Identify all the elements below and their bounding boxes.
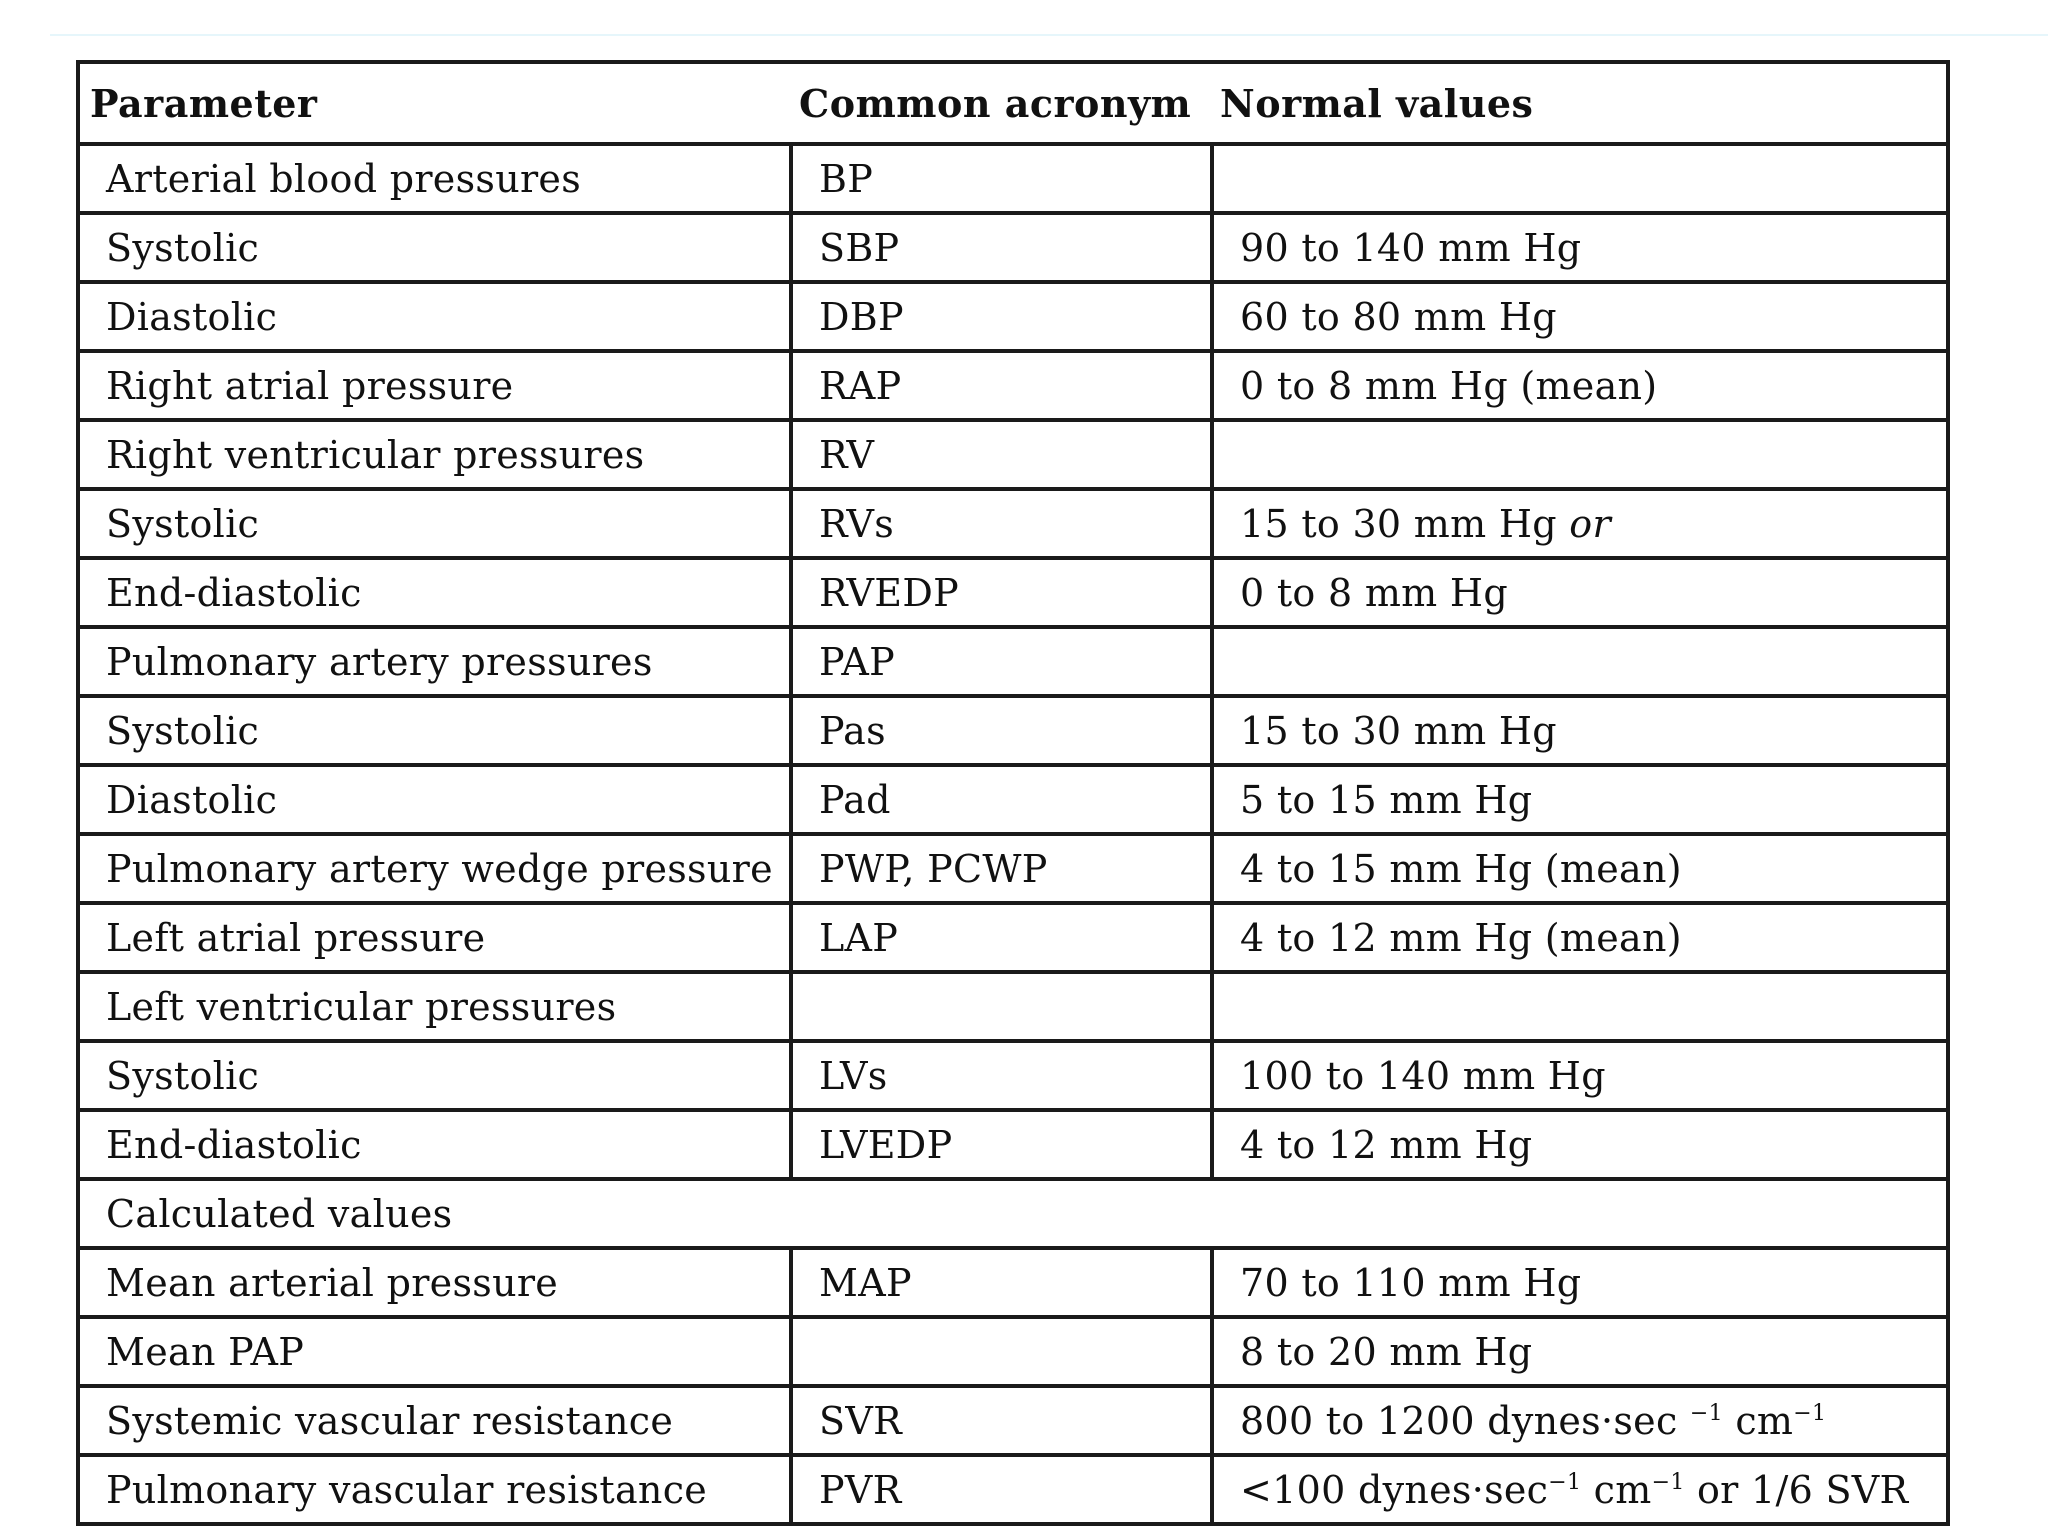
header-row	[78, 62, 1948, 144]
value-cell: 5 to 15 mm Hg	[1212, 765, 1948, 834]
table-row	[78, 213, 1948, 282]
value-cell: 70 to 110 mm Hg	[1212, 1248, 1948, 1317]
value-cell	[1212, 972, 1948, 1041]
table-row	[78, 144, 1948, 213]
acronym-cell: RVEDP	[791, 558, 1212, 627]
acronym-cell: PVR	[791, 1455, 1212, 1524]
section-heading-calculated-values: Calculated values	[78, 1179, 1948, 1248]
value-cell	[1212, 420, 1948, 489]
value-cell: 60 to 80 mm Hg	[1212, 282, 1948, 351]
parameter-cell: Left atrial pressure	[78, 903, 791, 972]
value-text: or 1/6 SVR	[1684, 1467, 1909, 1512]
parameter-cell: Systolic	[78, 489, 791, 558]
acronym-cell: RVs	[791, 489, 1212, 558]
value-cell: 90 to 140 mm Hg	[1212, 213, 1948, 282]
value-text: <100 dynes·sec	[1240, 1467, 1549, 1512]
header-normal-values: Normal values	[1212, 62, 1948, 144]
value-text: 800 to 1200 dynes·sec	[1240, 1398, 1690, 1443]
table-row	[78, 834, 1948, 903]
value-cell: 15 to 30 mm Hg	[1212, 696, 1948, 765]
parameter-cell: Systolic	[78, 696, 791, 765]
value-text: 15 to 30 mm Hg	[1240, 501, 1557, 546]
acronym-cell: RAP	[791, 351, 1212, 420]
acronym-cell: PWP, PCWP	[791, 834, 1212, 903]
parameter-cell: Right ventricular pressures	[78, 420, 791, 489]
acronym-cell: PAP	[791, 627, 1212, 696]
table-row	[78, 627, 1948, 696]
value-suffix: or	[1569, 501, 1611, 546]
parameter-cell: End-diastolic	[78, 558, 791, 627]
exponent: −1	[1689, 1400, 1723, 1426]
parameter-cell: Pulmonary artery wedge pressure	[78, 834, 791, 903]
table-row	[78, 903, 1948, 972]
top-divider	[50, 34, 2048, 36]
value-cell	[1212, 144, 1948, 213]
header-common-acronym: Common acronym	[791, 62, 1212, 144]
value-cell: 8 to 20 mm Hg	[1212, 1317, 1948, 1386]
table-row	[78, 420, 1948, 489]
value-cell: 4 to 12 mm Hg	[1212, 1110, 1948, 1179]
exponent: −1	[1651, 1469, 1685, 1495]
value-cell: 4 to 15 mm Hg (mean)	[1212, 834, 1948, 903]
hemodynamic-parameters-table	[76, 60, 1950, 1526]
value-cell	[1212, 627, 1948, 696]
value-cell	[1212, 1386, 1948, 1455]
header-parameter: Parameter	[78, 62, 791, 144]
value-text: cm	[1722, 1398, 1794, 1443]
acronym-cell	[791, 972, 1212, 1041]
parameter-cell: Pulmonary vascular resistance	[78, 1455, 791, 1524]
parameter-cell: Mean arterial pressure	[78, 1248, 791, 1317]
table-row	[78, 558, 1948, 627]
acronym-cell: Pas	[791, 696, 1212, 765]
value-cell: 0 to 8 mm Hg (mean)	[1212, 351, 1948, 420]
exponent: −1	[1548, 1469, 1582, 1495]
table-row	[78, 972, 1948, 1041]
table-row	[78, 1248, 1948, 1317]
table-row	[78, 765, 1948, 834]
acronym-cell: Pad	[791, 765, 1212, 834]
acronym-cell: DBP	[791, 282, 1212, 351]
value-cell	[1212, 1455, 1948, 1524]
acronym-cell: MAP	[791, 1248, 1212, 1317]
parameter-cell: Mean PAP	[78, 1317, 791, 1386]
value-cell: 4 to 12 mm Hg (mean)	[1212, 903, 1948, 972]
parameter-cell: Arterial blood pressures	[78, 144, 791, 213]
parameter-cell: Diastolic	[78, 282, 791, 351]
table-row	[78, 489, 1948, 558]
acronym-cell: BP	[791, 144, 1212, 213]
value-cell: 0 to 8 mm Hg	[1212, 558, 1948, 627]
table-row	[78, 1455, 1948, 1524]
table-row	[78, 351, 1948, 420]
table-row	[78, 1110, 1948, 1179]
acronym-cell: SBP	[791, 213, 1212, 282]
value-cell	[1212, 489, 1948, 558]
acronym-cell: RV	[791, 420, 1212, 489]
acronym-cell: LVEDP	[791, 1110, 1212, 1179]
value-text: cm	[1581, 1467, 1652, 1512]
parameter-cell: Diastolic	[78, 765, 791, 834]
parameter-cell: Pulmonary artery pressures	[78, 627, 791, 696]
acronym-cell	[791, 1317, 1212, 1386]
acronym-cell: SVR	[791, 1386, 1212, 1455]
parameter-cell: Systolic	[78, 213, 791, 282]
value-cell: 100 to 140 mm Hg	[1212, 1041, 1948, 1110]
table-row	[78, 1317, 1948, 1386]
exponent: −1	[1793, 1400, 1827, 1426]
table-row	[78, 696, 1948, 765]
parameter-cell: Right atrial pressure	[78, 351, 791, 420]
parameter-cell: Systolic	[78, 1041, 791, 1110]
section-row	[78, 1179, 1948, 1248]
parameter-cell: Systemic vascular resistance	[78, 1386, 791, 1455]
parameter-cell: Left ventricular pressures	[78, 972, 791, 1041]
table-row	[78, 1041, 1948, 1110]
table-row	[78, 1386, 1948, 1455]
acronym-cell: LAP	[791, 903, 1212, 972]
parameter-cell: End-diastolic	[78, 1110, 791, 1179]
acronym-cell: LVs	[791, 1041, 1212, 1110]
table-row	[78, 282, 1948, 351]
